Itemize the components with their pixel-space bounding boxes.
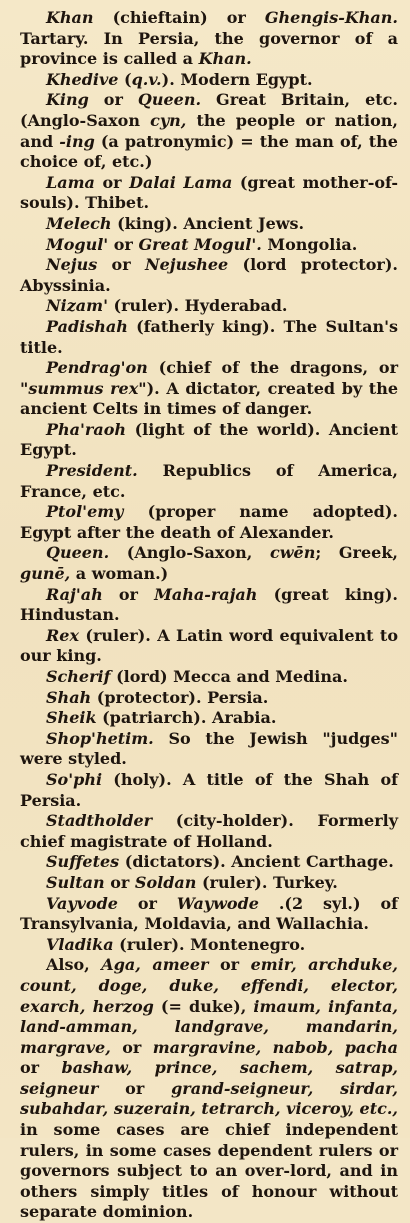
- entry-text: (ruler). A Latin word equivalent to our king.: [20, 625, 398, 666]
- entry: [20, 235, 398, 256]
- title-term: viceroy,: [286, 1099, 354, 1119]
- also-lead: Also,: [46, 955, 102, 975]
- entry: [20, 729, 398, 770]
- entry-text: (fatherly king). The Sultan's title.: [20, 316, 398, 357]
- also-text: [147, 976, 169, 995]
- also-text: [85, 997, 92, 1016]
- entry: [20, 317, 398, 358]
- entry-term: President.: [46, 461, 138, 481]
- entry-term: King: [46, 90, 89, 110]
- entry: [20, 296, 398, 317]
- entry: [20, 543, 398, 584]
- entry-term: Stadtholder: [46, 811, 153, 831]
- entry-text: (holy). A title of the Shah of Persia.: [20, 769, 398, 810]
- entry-text: (patriarch). Arabia.: [96, 708, 277, 728]
- entry-term: Suffetes: [46, 852, 120, 872]
- entry-term: cyn,: [150, 110, 187, 130]
- title-term: prince,: [154, 1058, 218, 1078]
- entry-text: or: [94, 172, 130, 192]
- also-text: [313, 1058, 335, 1077]
- entry: [20, 688, 398, 709]
- title-term: seigneur: [20, 1078, 99, 1098]
- entry-text: (chieftain) or: [93, 8, 265, 27]
- entry-term: cwēn: [270, 543, 316, 563]
- entry-term: Mogul': [46, 234, 109, 254]
- also-text: [297, 955, 309, 974]
- entry-term: Raj'ah: [46, 584, 103, 604]
- also-text: [219, 976, 241, 995]
- entry-term: Khan: [46, 8, 94, 27]
- also-text: [309, 976, 331, 995]
- also-text: [313, 1079, 340, 1098]
- also-text: [321, 997, 328, 1016]
- entry-term: Ghengis-Khan.: [264, 8, 398, 27]
- title-term: sirdar,: [340, 1078, 398, 1098]
- title-term: doge,: [98, 975, 148, 995]
- entry: [20, 667, 398, 688]
- entry-text: (a patronymic) = the man of, the choice of, etc.): [20, 131, 398, 172]
- entry-text: or: [108, 234, 139, 254]
- entry-term: Nejus: [46, 255, 98, 275]
- entry-term: Ptol'emy: [46, 502, 124, 522]
- title-term: infanta,: [328, 996, 398, 1016]
- title-term: effendi,: [240, 975, 309, 995]
- entry: [20, 8, 398, 70]
- also-text: [141, 955, 153, 974]
- entry-text: ). Modern Egypt.: [161, 69, 313, 89]
- entry: [20, 873, 398, 894]
- also-text: or: [110, 1037, 153, 1057]
- entry-term: Rex: [46, 625, 80, 645]
- title-term: suzerain,: [113, 1099, 196, 1119]
- entry: [20, 70, 398, 91]
- also-paragraph: [20, 955, 398, 1223]
- entry: [20, 811, 398, 852]
- title-term: Aga,: [101, 955, 141, 975]
- title-term: exarch,: [20, 996, 86, 1016]
- entry-text: or: [97, 255, 145, 275]
- title-term: mandarin,: [305, 1017, 398, 1037]
- entry-text: the people or nation, and: [20, 110, 398, 151]
- also-text: [217, 1058, 239, 1077]
- entry-text: or: [104, 872, 135, 892]
- entry-term: gunē,: [20, 564, 71, 584]
- entry-text: (light of the world). Ancient Egypt.: [20, 419, 398, 460]
- entry-list: [20, 8, 398, 955]
- entry-text: Great Britain, etc. (Anglo-Saxon: [20, 90, 398, 130]
- title-term: count,: [20, 975, 77, 995]
- entry-text: So the Jewish "judges" were styled.: [20, 728, 398, 769]
- entry-term: Maha-rajah: [154, 584, 258, 604]
- title-term: satrap,: [335, 1058, 398, 1078]
- entry-text: (proper name adopted). Egypt after the death of Alexander.: [20, 502, 398, 542]
- entry-term: Shop'hetim.: [46, 728, 154, 748]
- also-text: [132, 1058, 154, 1077]
- entry-text: or: [117, 893, 177, 913]
- title-term: bashaw,: [61, 1058, 133, 1078]
- entry-text: (ruler). Montenegro.: [113, 934, 306, 954]
- entry: [20, 935, 398, 956]
- entry: [20, 852, 398, 873]
- entry-term: -ing: [59, 131, 95, 151]
- entry-text: (great king). Hindustan.: [20, 584, 398, 625]
- title-term: land-amman,: [20, 1017, 138, 1037]
- entry-term: Sultan: [46, 872, 105, 892]
- entry-term: Queen.: [137, 90, 202, 110]
- entry: [20, 173, 398, 214]
- title-term: sachem,: [239, 1058, 314, 1078]
- entry-text: (protector). Persia.: [91, 687, 269, 707]
- entry: [20, 214, 398, 235]
- entry: [20, 90, 398, 172]
- also-text: (= duke),: [153, 996, 254, 1016]
- title-term: subahdar,: [20, 1099, 109, 1119]
- also-text: in some cases are chief independent rulers, in some cases dependent rulers or governors subject to an over-lord, and in others simply titles of honour without separate dominion.: [20, 1120, 398, 1222]
- entry-term: Vladika: [46, 934, 114, 954]
- entry-text: Republics of America, France, etc.: [20, 461, 398, 501]
- entry: [20, 585, 398, 626]
- entry-term: Pha'raoh: [46, 419, 127, 439]
- entry-term: Padishah: [46, 316, 128, 336]
- also-text: [269, 1017, 306, 1036]
- entry-text: (lord) Mecca and Medina.: [110, 667, 348, 686]
- entry-term: Queen.: [46, 543, 110, 563]
- entry: [20, 894, 398, 935]
- title-term: grand-seigneur,: [171, 1078, 314, 1098]
- entry-text: ; Greek,: [315, 543, 399, 563]
- entry-text: Tartary. In Persia, the governor of a province is called a: [20, 28, 398, 69]
- also-text: or: [20, 1058, 62, 1078]
- entry-term: Waywode: [176, 893, 259, 913]
- title-term: tetrarch,: [201, 1099, 281, 1119]
- entry-text: (dictators). Ancient Carthage.: [119, 852, 394, 872]
- entry: [20, 420, 398, 461]
- entry-text: (ruler). Hyderabad.: [107, 296, 288, 316]
- entry: [20, 358, 398, 420]
- entry-text: a woman.): [70, 564, 169, 584]
- entry-text: (great mother-of-souls). Thibet.: [20, 172, 399, 213]
- entry-term: Vayvode: [46, 893, 118, 913]
- entry-text: Mongolia.: [261, 234, 358, 254]
- entry-text: .(2 syl.) of Transylvania, Moldavia, and Wallachia.: [20, 893, 399, 934]
- also-text: [77, 976, 99, 995]
- title-term: pacha: [344, 1037, 398, 1057]
- entry-term: Scherif: [46, 667, 111, 686]
- title-term: etc.,: [359, 1099, 398, 1119]
- entry-term: summus rex: [28, 378, 139, 398]
- title-term: herzog: [92, 996, 154, 1016]
- entry-term: Soldan: [134, 872, 197, 892]
- entry-text: (king). Ancient Jews.: [111, 213, 305, 233]
- entry-text: or: [102, 584, 155, 604]
- entry: [20, 255, 398, 296]
- entry-term: Dalai Lama: [129, 172, 233, 192]
- entry: [20, 502, 398, 543]
- entry: [20, 626, 398, 667]
- entry-term: Nizam': [46, 296, 108, 316]
- title-term: emir,: [250, 955, 297, 975]
- entry-term: Nejushee: [144, 255, 229, 275]
- entry-term: Sheik: [46, 708, 97, 728]
- entry-term: Khan.: [198, 49, 252, 69]
- entry-text: or: [88, 90, 138, 110]
- entry-text: (ruler). Turkey.: [196, 872, 338, 892]
- title-term: margravine,: [152, 1037, 262, 1057]
- title-term: archduke,: [308, 955, 398, 975]
- also-text: [333, 1038, 344, 1057]
- entry-text: (city-holder). Formerly chief magistrate of Holland.: [20, 811, 398, 851]
- entry-term: q.v.: [131, 69, 162, 89]
- entry-term: Pendrag'on: [46, 358, 148, 378]
- entry-term: Melech: [46, 213, 112, 233]
- entry-text: (Anglo-Saxon,: [109, 543, 270, 563]
- title-term: nabob,: [272, 1037, 334, 1057]
- entry: [20, 708, 398, 729]
- entry-term: Khedive: [46, 69, 119, 89]
- entry-text: (lord protector). Abyssinia.: [20, 255, 398, 295]
- title-term: landgrave,: [174, 1017, 269, 1037]
- also-text: or: [208, 955, 251, 975]
- also-text: [138, 1017, 175, 1036]
- also-text: or: [98, 1078, 172, 1098]
- entry-text: "). A dictator, created by the ancient Celts in times of danger.: [20, 378, 399, 419]
- title-term: elector,: [330, 975, 398, 995]
- entry-term: Shah: [46, 687, 92, 707]
- entry-text: (: [118, 69, 132, 89]
- also-text: [261, 1038, 272, 1057]
- entry-term: Great Mogul'.: [138, 234, 262, 254]
- title-term: margrave,: [20, 1037, 111, 1057]
- entry: [20, 461, 398, 502]
- entry-term: So'phi: [46, 769, 103, 789]
- title-term: imaum,: [253, 996, 321, 1016]
- entry-text: (chief of the dragons, or ": [20, 358, 398, 398]
- entry: [20, 770, 398, 811]
- entry-term: Lama: [46, 172, 95, 192]
- title-term: duke,: [169, 975, 219, 995]
- title-term: ameer: [152, 955, 209, 975]
